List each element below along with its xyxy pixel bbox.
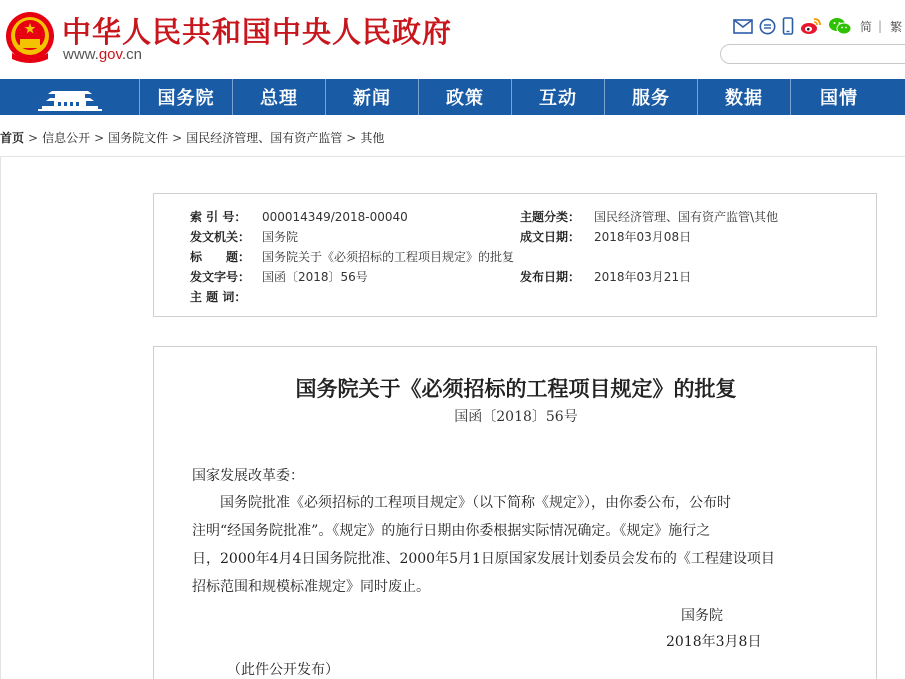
info-topic-label: 主题分类： [520, 210, 581, 224]
info-docno-value: 国函〔2018〕56号 [262, 270, 368, 284]
nav-item-data[interactable]: 数据 [698, 79, 791, 115]
info-title-label: 标 题： [190, 250, 251, 264]
lang-traditional[interactable]: 繁 [890, 19, 903, 34]
lang-separator: | [878, 19, 883, 33]
mobile-icon[interactable] [782, 17, 794, 35]
body-paragraph-line: 国务院批准《必须招标的工程项目规定》（以下简称《规定》），由你委公布，公布时 [220, 495, 731, 511]
national-emblem-icon[interactable] [4, 9, 56, 65]
nav-item-policies[interactable]: 政策 [419, 79, 512, 115]
info-written-label: 成文日期： [520, 230, 581, 244]
nav-item-news[interactable]: 新闻 [326, 79, 419, 115]
document-date: 2018年3月8日 [666, 634, 762, 650]
top-icon-bar [733, 16, 902, 36]
info-issuer-row [190, 228, 298, 245]
breadcrumb-separator: > [172, 130, 183, 145]
info-publish-value: 2018年03月21日 [594, 270, 692, 284]
info-written-row [520, 228, 691, 245]
url-gov: gov [98, 46, 122, 63]
main-nav [0, 79, 905, 115]
breadcrumb-economy-category[interactable]: 国民经济管理、国有资产监管 [186, 131, 343, 145]
breadcrumb-info-disclosure[interactable]: 信息公开 [42, 131, 91, 145]
url-prefix: www. [63, 46, 99, 63]
weibo-icon[interactable] [800, 17, 822, 35]
nav-item-china-profile[interactable]: 国情 [820, 88, 858, 109]
breadcrumb-separator: > [346, 130, 357, 145]
wechat-icon[interactable] [828, 17, 852, 35]
info-docno-row [190, 268, 368, 285]
info-publish-row [520, 268, 691, 285]
nav-item-premier[interactable]: 总理 [233, 79, 326, 115]
document-title: 国务院关于《必须招标的工程项目规定》的批复 [295, 376, 737, 401]
info-index-row [190, 208, 408, 225]
nav-item-services[interactable]: 服务 [605, 79, 698, 115]
document-number: 国函〔2018〕56号 [454, 409, 578, 425]
info-publish-label: 发布日期： [520, 270, 581, 284]
body-paragraph-line: 招标范围和规模标准规定》同时废止。 [192, 579, 430, 595]
info-topic-value: 国民经济管理、国有资产监管\其他 [594, 210, 779, 224]
info-written-value: 2018年03月08日 [594, 230, 692, 244]
site-url[interactable] [63, 46, 142, 63]
info-issuer-label: 发文机关： [190, 230, 251, 244]
site-title[interactable]: 中华人民共和国中央人民政府 [62, 15, 453, 49]
info-index-label: 索 引 号： [190, 210, 247, 224]
site-header [0, 0, 905, 78]
search-input[interactable] [720, 44, 905, 64]
publish-note: （此件公开发布） [227, 662, 339, 678]
nav-item-interaction[interactable]: 互动 [512, 79, 605, 115]
lang-simplified[interactable]: 简 [860, 19, 873, 34]
info-docno-label: 发文字号： [190, 270, 251, 284]
body-paragraph-line: 注明“经国务院批准”。《规定》的施行日期由你委根据实际情况确定。《规定》施行之 [192, 523, 711, 539]
info-topic-row [520, 208, 778, 225]
breadcrumb-separator: > [28, 130, 39, 145]
info-keywords-row [190, 288, 262, 305]
chat-bubble-icon[interactable] [759, 18, 776, 35]
document-info-table [153, 193, 877, 317]
document-addressee: 国家发展改革委： [192, 468, 304, 484]
info-index-value: 000014349/2018-00040 [262, 210, 408, 224]
breadcrumb-separator: > [94, 130, 105, 145]
breadcrumb [0, 129, 384, 146]
nav-home[interactable] [0, 79, 140, 115]
info-title-value: 国务院关于《必须招标的工程项目规定》的批复 [262, 250, 515, 264]
breadcrumb-home[interactable]: 首页 [0, 131, 25, 145]
nav-item-state-council[interactable]: 国务院 [140, 79, 233, 115]
info-title-row [190, 248, 514, 265]
document-signature: 国务院 [681, 608, 723, 624]
breadcrumb-state-council-docs[interactable]: 国务院文件 [108, 131, 169, 145]
info-issuer-value: 国务院 [262, 230, 299, 244]
info-keywords-label: 主 题 词： [190, 290, 247, 304]
breadcrumb-other[interactable]: 其他 [360, 131, 385, 145]
body-paragraph-line: 日，2000年4月4日国务院批准、2000年5月1日原国家发展计划委员会发布的《工程建设项目 [192, 551, 775, 567]
mail-icon[interactable] [733, 19, 753, 34]
url-suffix: .cn [121, 46, 142, 63]
tiananmen-icon [0, 79, 140, 115]
article-body [153, 346, 877, 679]
